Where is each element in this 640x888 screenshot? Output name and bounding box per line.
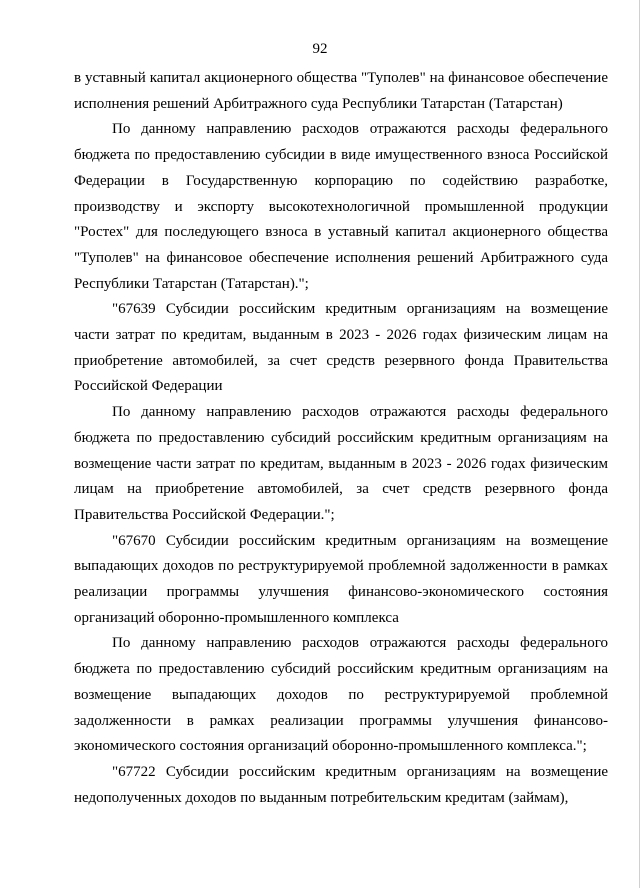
document-body <box>74 66 608 811</box>
paragraph-description-67670: По данному направлению расходов отражаются расходы федерального бюджета по предоставлению субсидий российским кредитным организациям на возмещение выпадающих доходов по реструктурируемой проблемной задолженности в рамках реализации программы улучшения финансово-экономического состояния организаций оборонно-промышленного комплекса."; <box>74 635 608 755</box>
paragraph-code-67639: "67639 Субсидии российским кредитным организациям на возмещение части затрат по кредитам, выданным в 2023 - 2026 годах физическим лицам на приобретение автомобилей, за счет средств резервного фонда Правительства Российской Федерации <box>74 301 608 395</box>
paragraph-continuation: в уставный капитал акционерного общества "Туполев" на финансовое обеспечение исполнения решений Арбитражного суда Республики Татарстан (Татарстан) <box>74 70 608 112</box>
page-number: 92 <box>312 41 328 57</box>
paragraph-description-67639: По данному направлению расходов отражаются расходы федерального бюджета по предоставлению субсидий российским кредитным организациям на возмещение части затрат по кредитам, выданным в 2023 - 2026 годах физическим лицам на приобретение автомобилей, за счет средств резервного фонда Правительства Российской Федерации."; <box>74 404 608 523</box>
paragraph-code-67670: "67670 Субсидии российским кредитным организациям на возмещение выпадающих доходов по реструктурируемой проблемной задолженности в рамках реализации программы улучшения финансово-экономического состояния организаций оборонно-промышленного комплекса <box>74 532 608 626</box>
paragraph-code-67722: "67722 Субсидии российским кредитным организациям на возмещение недополученных доходов по выданным потребительским кредитам (займам), <box>74 763 608 806</box>
paragraph-description-tupolev: По данному направлению расходов отражаются расходы федерального бюджета по предоставлению субсидии в виде имущественного взноса Российской Федерации в Государственную корпорацию по содействию разработке, производству и экспорту высокотехнологичной промышленной продукции "Ростех" для последующего взноса в уставный капитал акционерного общества "Туполев" на финансовое обеспечение исполнения решений Арбитражного суда Республики Татарстан (Татарстан)."; <box>74 121 608 292</box>
